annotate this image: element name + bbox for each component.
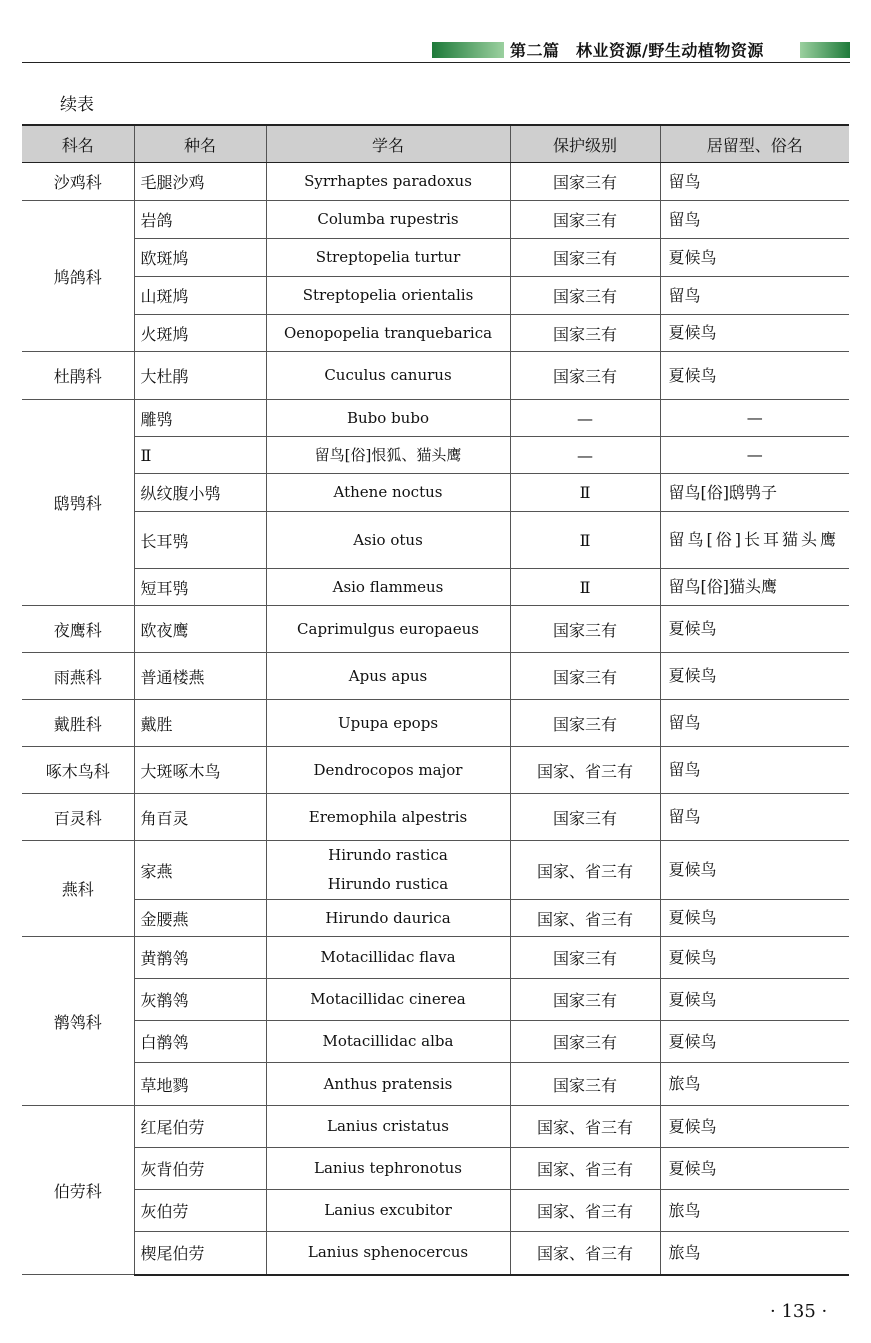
header-title: 第二篇 林业资源/野生动植物资源: [510, 41, 764, 60]
table-row: [22, 239, 849, 277]
scientific-name-cell: Streptopelia turtur: [266, 239, 510, 277]
residency-cell: 留鸟: [660, 201, 849, 239]
protection-level-cell: Ⅱ: [510, 569, 660, 606]
residency-cell: 夏候鸟: [660, 1148, 849, 1190]
table-row: [22, 747, 849, 794]
scientific-name-cell: Eremophila alpestris: [266, 794, 510, 841]
species-cell: 戴胜: [134, 700, 266, 747]
scientific-name-cell: Asio otus: [266, 512, 510, 569]
protection-level-cell: 国家三有: [510, 700, 660, 747]
species-cell: 家燕: [134, 841, 266, 900]
protection-level-cell: 国家三有: [510, 277, 660, 315]
protection-level-cell: 国家、省三有: [510, 1106, 660, 1148]
family-cell: 鹡鸰科: [22, 937, 134, 1106]
table-row: [22, 400, 849, 437]
protection-level-cell: 国家三有: [510, 315, 660, 352]
family-cell: 鸱鸮科: [22, 400, 134, 606]
table-header-row: [22, 125, 849, 163]
species-cell: 大斑啄木鸟: [134, 747, 266, 794]
residency-cell: 夏候鸟: [660, 1106, 849, 1148]
protection-level-cell: 国家三有: [510, 239, 660, 277]
scientific-name-line-2: Hirundo rustica: [327, 875, 449, 893]
table-row: [22, 315, 849, 352]
species-cell: 楔尾伯劳: [134, 1232, 266, 1275]
scientific-name-cell: Caprimulgus europaeus: [266, 606, 510, 653]
protection-level-cell: 国家三有: [510, 794, 660, 841]
species-cell: 岩鸽: [134, 201, 266, 239]
table-row: [22, 794, 849, 841]
protection-level-cell: 国家三有: [510, 653, 660, 700]
residency-cell: 留鸟: [660, 277, 849, 315]
scientific-name-cell: Anthus pratensis: [266, 1063, 510, 1106]
table-row: [22, 700, 849, 747]
species-cell: 毛腿沙鸡: [134, 163, 266, 201]
col-header-level: 保护级别: [510, 125, 660, 163]
table-row: [22, 1106, 849, 1148]
residency-cell: 夏候鸟: [660, 979, 849, 1021]
protection-level-cell: 国家三有: [510, 979, 660, 1021]
species-cell: 黄鹡鸰: [134, 937, 266, 979]
header-gradient-bar-right: [800, 42, 850, 58]
residency-cell: 留鸟[俗]长耳猫头鹰: [660, 512, 849, 569]
scientific-name-cell: Motacillidac cinerea: [266, 979, 510, 1021]
protection-level-cell: 国家、省三有: [510, 1232, 660, 1275]
protection-level-cell: 国家、省三有: [510, 900, 660, 937]
col-header-scientific: 学名: [266, 125, 510, 163]
table-row: [22, 1232, 849, 1275]
residency-cell: 夏候鸟: [660, 352, 849, 400]
residency-cell: 留鸟: [660, 700, 849, 747]
table-row: [22, 937, 849, 979]
scientific-name-cell: Lanius excubitor: [266, 1190, 510, 1232]
species-cell: 角百灵: [134, 794, 266, 841]
running-header: [22, 40, 850, 62]
species-cell: Ⅱ: [134, 437, 266, 474]
species-cell: 草地鹨: [134, 1063, 266, 1106]
scientific-name-cell: Motacillidac flava: [266, 937, 510, 979]
residency-cell: 夏候鸟: [660, 315, 849, 352]
species-cell: 金腰燕: [134, 900, 266, 937]
species-cell: 普通楼燕: [134, 653, 266, 700]
scientific-name-cell: Upupa epops: [266, 700, 510, 747]
protection-level-cell: 国家、省三有: [510, 1190, 660, 1232]
table-row: [22, 841, 849, 900]
residency-cell: —: [660, 400, 849, 437]
scientific-name-cell: Cuculus canurus: [266, 352, 510, 400]
residency-cell: 夏候鸟: [660, 900, 849, 937]
table-row: [22, 900, 849, 937]
page-number: · 135 ·: [770, 1301, 828, 1322]
table-row: [22, 569, 849, 606]
family-cell: 鸠鸽科: [22, 201, 134, 352]
residency-cell: 留鸟[俗]猫头鹰: [660, 569, 849, 606]
table-row: [22, 474, 849, 512]
species-cell: 欧斑鸠: [134, 239, 266, 277]
protection-level-cell: —: [510, 400, 660, 437]
protection-level-cell: Ⅱ: [510, 474, 660, 512]
table-row: [22, 653, 849, 700]
protection-level-cell: 国家三有: [510, 352, 660, 400]
table-row: [22, 352, 849, 400]
scientific-name-cell: Streptopelia orientalis: [266, 277, 510, 315]
protection-level-cell: —: [510, 437, 660, 474]
species-cell: 火斑鸠: [134, 315, 266, 352]
residency-cell: —: [660, 437, 849, 474]
residency-cell: 夏候鸟: [660, 937, 849, 979]
scientific-name-cell: Athene noctus: [266, 474, 510, 512]
scientific-name-cell: Lanius cristatus: [266, 1106, 510, 1148]
table-row: [22, 1021, 849, 1063]
species-cell: 白鹡鸰: [134, 1021, 266, 1063]
table-row: [22, 1148, 849, 1190]
scientific-name-cell: Motacillidac alba: [266, 1021, 510, 1063]
scientific-name-cell: Lanius tephronotus: [266, 1148, 510, 1190]
residency-cell: 夏候鸟: [660, 606, 849, 653]
protection-level-cell: 国家三有: [510, 201, 660, 239]
species-cell: 山斑鸠: [134, 277, 266, 315]
protection-level-cell: 国家、省三有: [510, 841, 660, 900]
protection-level-cell: 国家、省三有: [510, 1148, 660, 1190]
table-row: [22, 277, 849, 315]
protection-level-cell: 国家三有: [510, 1021, 660, 1063]
col-header-residency: 居留型、俗名: [660, 125, 849, 163]
residency-cell: 夏候鸟: [660, 841, 849, 900]
scientific-name-cell: 留鸟[俗]恨狐、猫头鹰: [266, 437, 510, 474]
protection-level-cell: 国家三有: [510, 937, 660, 979]
scientific-name-line-1: Hirundo rastica: [328, 846, 448, 864]
residency-cell: 夏候鸟: [660, 653, 849, 700]
table-row: [22, 606, 849, 653]
residency-cell: 留鸟[俗]鸱鸮子: [660, 474, 849, 512]
family-cell: 雨燕科: [22, 653, 134, 700]
species-cell: 长耳鸮: [134, 512, 266, 569]
scientific-name-cell: Apus apus: [266, 653, 510, 700]
residency-cell: 旅鸟: [660, 1232, 849, 1275]
scientific-name-cell: Dendrocopos major: [266, 747, 510, 794]
species-cell: 大杜鹃: [134, 352, 266, 400]
table-row: [22, 1190, 849, 1232]
species-table: [22, 124, 849, 1276]
family-cell: 百灵科: [22, 794, 134, 841]
family-cell: 啄木鸟科: [22, 747, 134, 794]
scientific-name-cell: Oenopopelia tranquebarica: [266, 315, 510, 352]
scientific-name-cell: [266, 841, 510, 900]
header-rule: [22, 62, 850, 63]
table-row: [22, 979, 849, 1021]
col-header-species: 种名: [134, 125, 266, 163]
col-header-family: 科名: [22, 125, 134, 163]
scientific-name-cell: Asio flammeus: [266, 569, 510, 606]
species-cell: 纵纹腹小鸮: [134, 474, 266, 512]
family-cell: 杜鹃科: [22, 352, 134, 400]
table-row: [22, 512, 849, 569]
residency-cell: 旅鸟: [660, 1063, 849, 1106]
residency-cell: 夏候鸟: [660, 1021, 849, 1063]
table-row: [22, 437, 849, 474]
residency-cell: 旅鸟: [660, 1190, 849, 1232]
residency-cell: 留鸟: [660, 794, 849, 841]
family-cell: 燕科: [22, 841, 134, 937]
table-row: [22, 1063, 849, 1106]
residency-cell: 留鸟: [660, 163, 849, 201]
species-cell: 灰背伯劳: [134, 1148, 266, 1190]
species-cell: 灰伯劳: [134, 1190, 266, 1232]
species-cell: 雕鸮: [134, 400, 266, 437]
protection-level-cell: 国家三有: [510, 163, 660, 201]
residency-cell: 留鸟: [660, 747, 849, 794]
scientific-name-cell: Lanius sphenocercus: [266, 1232, 510, 1275]
protection-level-cell: 国家、省三有: [510, 747, 660, 794]
table-row: [22, 201, 849, 239]
protection-level-cell: Ⅱ: [510, 512, 660, 569]
species-cell: 灰鹡鸰: [134, 979, 266, 1021]
species-cell: 短耳鸮: [134, 569, 266, 606]
protection-level-cell: 国家三有: [510, 606, 660, 653]
table-row: [22, 163, 849, 201]
family-cell: 沙鸡科: [22, 163, 134, 201]
family-cell: 戴胜科: [22, 700, 134, 747]
scientific-name-cell: Hirundo daurica: [266, 900, 510, 937]
family-cell: 伯劳科: [22, 1106, 134, 1275]
scientific-name-cell: Columba rupestris: [266, 201, 510, 239]
family-cell: 夜鹰科: [22, 606, 134, 653]
residency-cell: 夏候鸟: [660, 239, 849, 277]
species-cell: 欧夜鹰: [134, 606, 266, 653]
table-caption: 续表: [60, 95, 94, 115]
scientific-name-cell: Bubo bubo: [266, 400, 510, 437]
species-cell: 红尾伯劳: [134, 1106, 266, 1148]
scientific-name-cell: Syrrhaptes paradoxus: [266, 163, 510, 201]
header-gradient-bar-left: [432, 42, 504, 58]
protection-level-cell: 国家三有: [510, 1063, 660, 1106]
